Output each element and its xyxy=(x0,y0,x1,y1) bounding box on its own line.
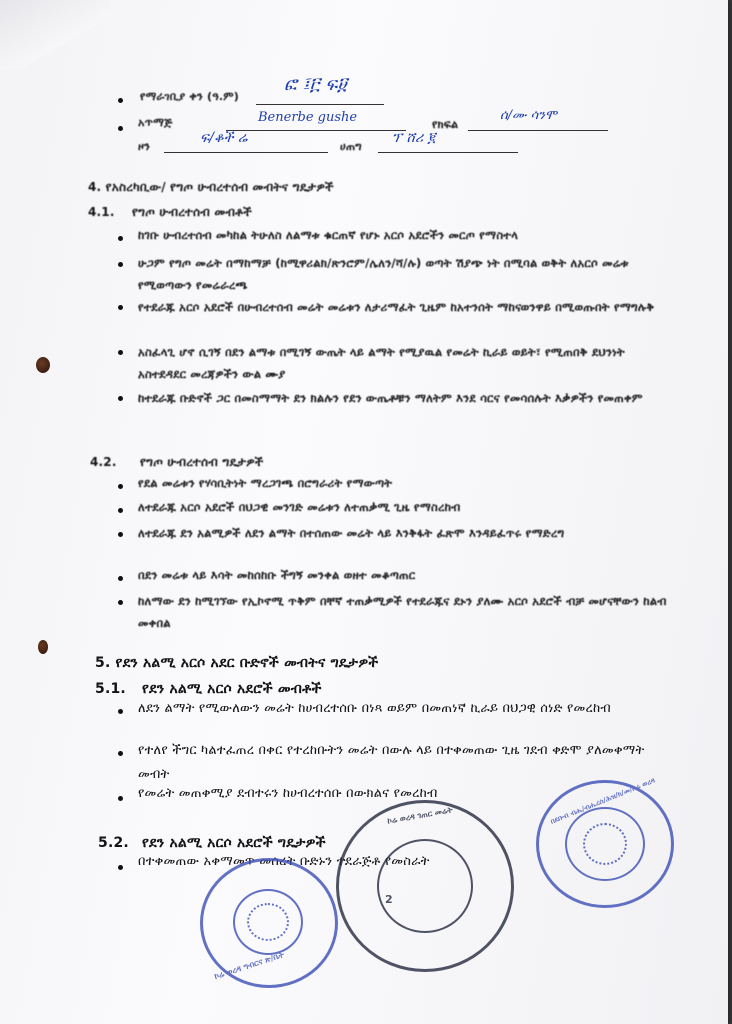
subsection-number: 5.2. xyxy=(98,835,129,851)
list-bullet xyxy=(118,484,123,489)
stamp-right xyxy=(536,776,674,908)
list-item: በደን መሬቱ ላይ እሳት መከሰከቡ ችግኝ መንቀል ወዘተ መቆጣጠር xyxy=(138,568,416,582)
list-item: ሁጋም የግጦ መሬት በማከማቻ (ከሚዋሪልክ/ጽንሮም/ሌለን/ሻ/ሉ) ወጣት ሽያጭ ነት በሚባል ወቅት ለአርሶ መሬቱ የሚወጣውን የመሬራረጫ xyxy=(138,256,629,292)
section-heading: 4. የአስረካቢው/ የግጦ ሁብረተሰብ መብትና ግዴታዎች xyxy=(88,180,334,194)
list-item: ለደን ልማት የሚውለውን መሬት ከሀብረተሰቡ በነጻ ወይም በመጠነኛ ኪራይ በህጋዊ ሰነድ የመረከብ xyxy=(138,701,611,716)
list-bullet xyxy=(118,796,123,801)
field-label: አጥማጅ xyxy=(138,116,173,129)
field-bullet xyxy=(118,98,123,103)
list-bullet xyxy=(118,236,123,241)
list-item: የመሬት መጠቀሚያ ደብተሩን ከሀብረተሰቡ በውክልና የመረከብ xyxy=(138,786,438,801)
field-underline xyxy=(164,152,328,153)
field-underline xyxy=(256,104,384,105)
stamp-text: ኮሬ ወረዳ ግብርና ጽ/ቤት xyxy=(213,950,286,982)
punch-hole-bottom xyxy=(38,640,48,654)
page-fold-corner xyxy=(0,0,110,70)
list-item: የተደራጁ አርሶ አደሮች በሁብረተሰብ መሬት መሬቱን ለታሪማፈት ጊዜም ከአተንሰት ማከናወንዋይ በሚወጡበት የማግሉቅ xyxy=(138,300,655,314)
stamp-left xyxy=(200,858,338,988)
punch-hole-top xyxy=(36,357,50,373)
field-underline xyxy=(378,152,518,153)
list-bullet xyxy=(118,305,123,310)
list-item: ከገቡ ሁብረተሰብ መካከል ትሁለስ ለልማቱ ቁርጠኛ የሆኑ አርሶ አደሮችን መርጦ የማስተላ xyxy=(138,228,519,242)
list-bullet xyxy=(118,709,123,714)
field-bullet xyxy=(118,126,123,131)
list-item: ከተደራጁ ቡድኖች ጋር በመስማማት ደን ክልሉን የደን ውጤቶቹን ማለትም እንደ ሳርና የመሳሰሉት እቃዎችን የመጠቀም xyxy=(138,391,643,405)
subsection-heading: የደን አልሚ አርሶ አደሮች መብቶች xyxy=(142,681,322,697)
list-bullet xyxy=(118,751,123,756)
list-item: ለተደራጁ አርሶ አደሮች በህጋዊ መንገድ መሬቱን ለተጠቃሚ ጊዜ የማስረከብ xyxy=(138,500,461,514)
stamp-number: 2 xyxy=(385,893,393,906)
subsection-number: 4.1. xyxy=(88,205,115,219)
stamp-middle xyxy=(336,800,514,972)
handwritten-value: ፕ ሸሪ ፪ xyxy=(392,130,436,146)
list-item: አስፈላጊ ሆኖ ሲገኝ በደን ልማቱ በሚገኝ ውጤት ላይ ልማት የሚያዉል የመሬት ኪራይ ወይት፣ የሚጠበቅ ደህንነት አስተደዳደር መረጃዎችን ውል ሙያ xyxy=(138,345,625,381)
list-bullet xyxy=(118,532,123,537)
list-item: ለተደራጁ ደን አልሚዎች ለደን ልማት በተሰጠው መሬት ላይ እንቅፋት ፈጽሞ እንዳይፈጥሩ የማድረግ xyxy=(138,526,565,540)
field-underline xyxy=(226,130,406,131)
list-bullet xyxy=(118,865,123,870)
list-item: ከለማው ደን ከሚገኘው የኢኮኖሚ ጥቅም በቸኛ ተጠቃሚዎች የተደራጁና ደኑን ያለሙ አርሶ አደሮች ብቻ መሆናቸውን ከልብ መቀበል xyxy=(138,594,667,630)
subsection-heading: የግጦ ሁብረተሰብ መብቶች xyxy=(132,205,252,219)
field-label: የማራገቢያ ቀን (ዓ.ም) xyxy=(140,90,239,103)
section-heading: 5. የደን አልሚ አርሶ አደር ቡድኖች መብትና ግዴታዎች xyxy=(95,655,379,671)
handwritten-value: ሰ/ሙ ሳንሞ xyxy=(500,108,557,123)
handwritten-value: ፍ/ቆች ሬ xyxy=(200,130,248,146)
list-bullet xyxy=(118,508,123,513)
list-bullet xyxy=(118,576,123,581)
handwritten-value: Benerbe gushe xyxy=(258,110,358,125)
handwritten-value: ፎ ፤፫ ፍ፱ xyxy=(284,74,347,95)
list-item: የደል መሬቱን የሃሳቢትነት ማረጋገጫ በሮግራሪት የማውጣት xyxy=(138,476,393,490)
subsection-number: 4.2. xyxy=(90,455,117,469)
field-label: ዞን xyxy=(138,140,151,153)
list-bullet xyxy=(118,350,123,355)
list-item: የተለየ ችግር ካልተፈጠረ በቀር የተረከቡትን መሬት በውሉ ላይ በተቀመጠው ጊዜ ገደብ ቀድሞ ያለመቀማት መብት xyxy=(138,743,645,782)
stamp-text: ኮሬ ወረዳ ገጠር መሬት xyxy=(386,805,454,826)
list-bullet xyxy=(118,396,123,401)
subsection-heading: የግጦ ሁብረተሰብ ግዴታዎች xyxy=(140,455,264,469)
field-label: የክፍል xyxy=(432,118,459,131)
list-item: በተቀመጠው አቀማመጥ መሰረት ቡድኑን ተደራጅቶ የመስራት xyxy=(138,854,430,869)
list-bullet xyxy=(118,600,123,605)
field-label: ሀጠግ xyxy=(340,140,362,153)
subsection-number: 5.1. xyxy=(95,681,126,697)
stamp-text: በደቡብ ብሔ/ብሔረሰ/ሕዝ/ክ/መ/ኮሬ ወረዳ xyxy=(549,776,657,826)
list-bullet xyxy=(118,262,123,267)
field-underline xyxy=(468,130,608,131)
subsection-heading: የደን አልሚ አርሶ አደሮች ግዴታዎች xyxy=(142,835,326,851)
